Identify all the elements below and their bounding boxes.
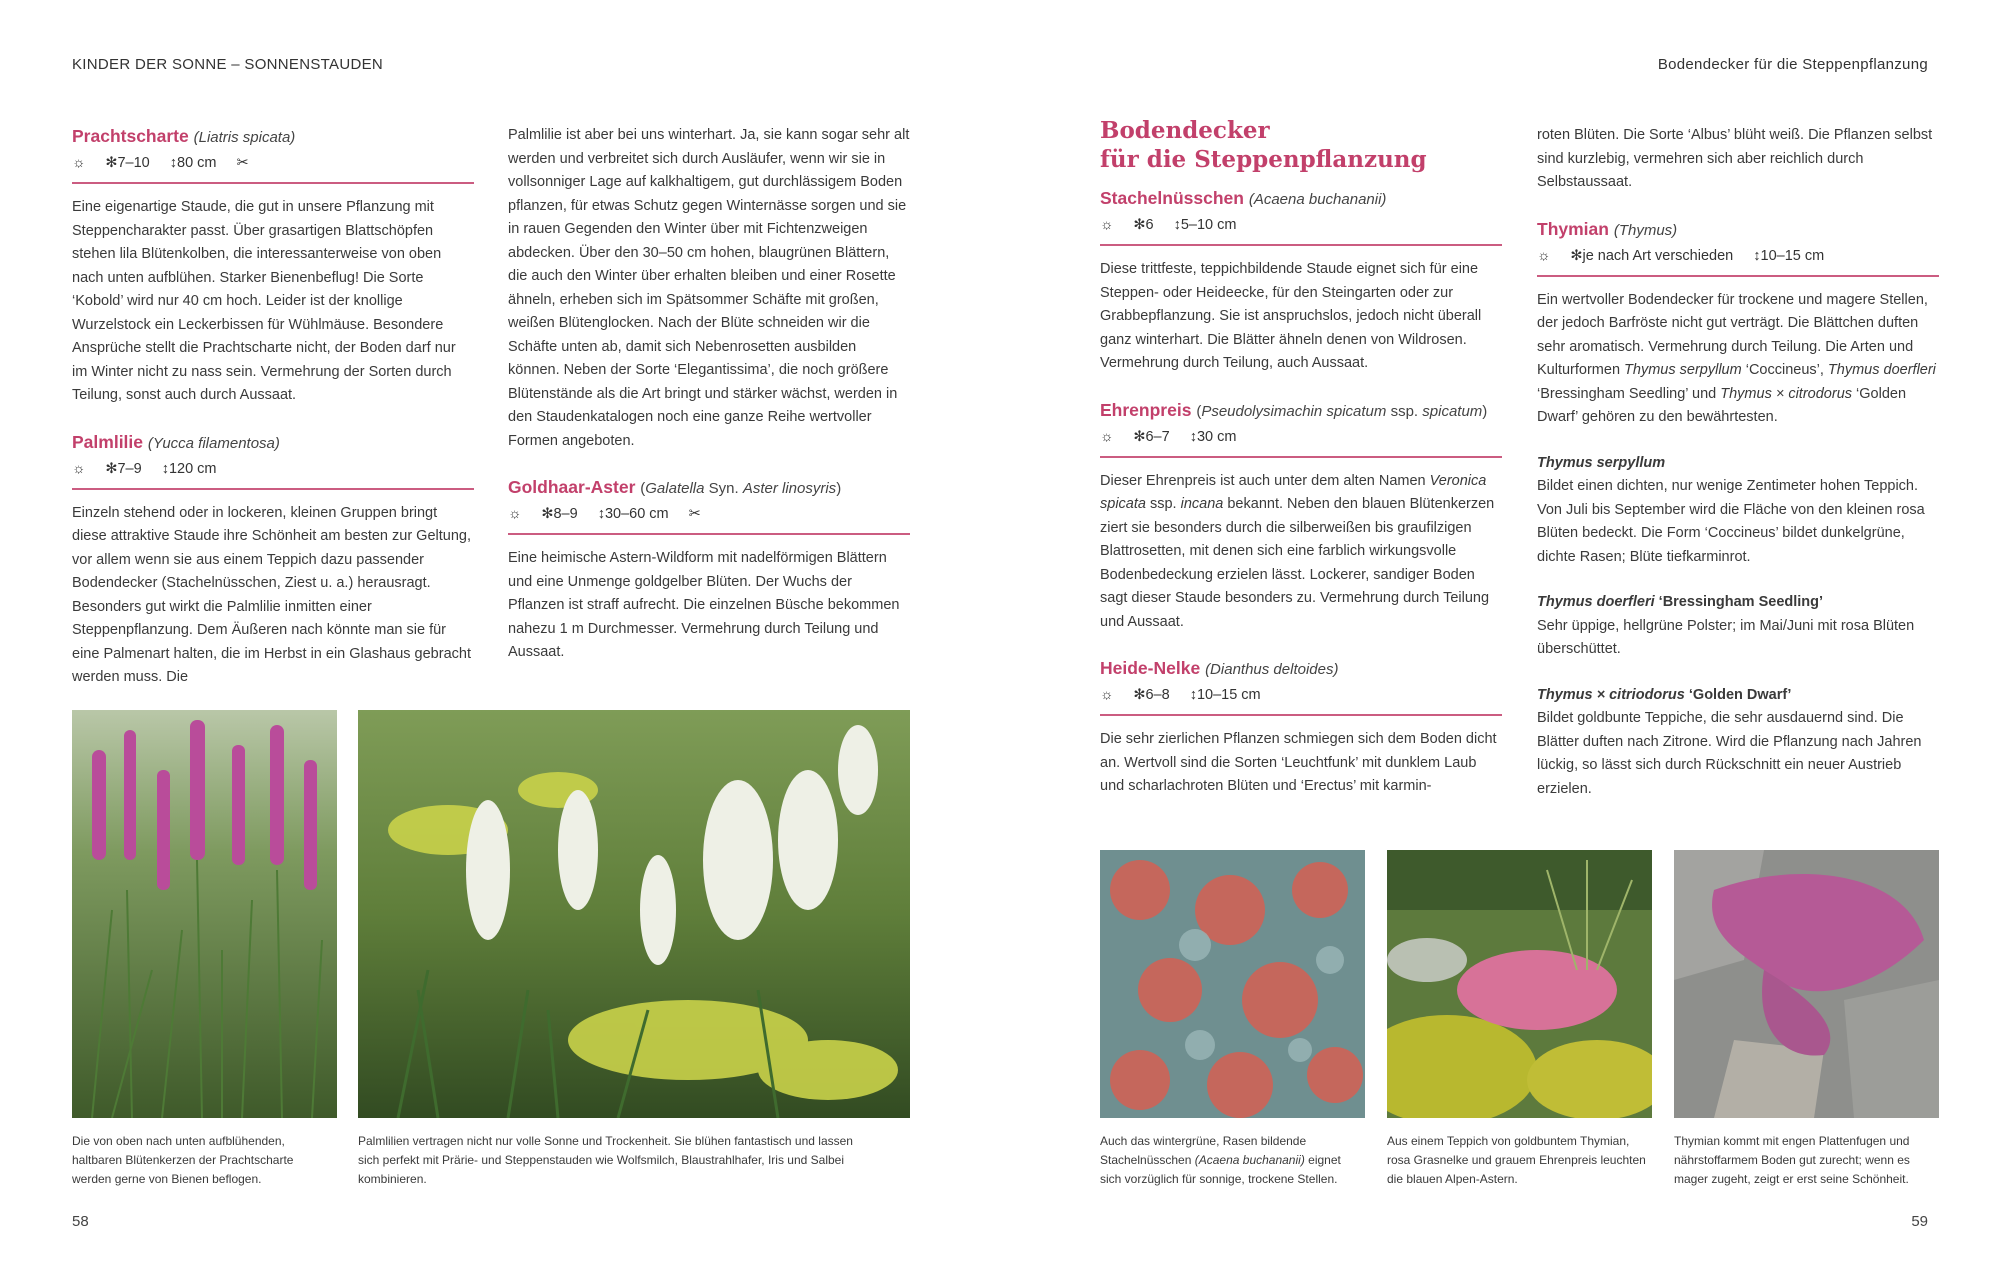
sun-icon: ☼ [1100, 217, 1114, 233]
divider [72, 182, 474, 184]
heide-nelke-text: Die sehr zierlichen Pflanzen schmiegen sich dem Boden dicht an. Wertvoll sind die Sorten ‘Leuchtfunk’ mit dunklem Laub und scharlachroten Blüten und ‘Erectus’ mit karmin- [1100, 731, 1497, 794]
sun-icon: ☼ [508, 506, 522, 522]
thymian-stats [1537, 245, 1939, 267]
palmlilie-text-continued: Palmlilie ist aber bei uns winterhart. Ja, sie kann sogar sehr alt werden und verbreitet sich durch Ausläufer, wenn wir sie in vollsonniger Lage auf kalkhaltigem, gut durchlässigem Boden pflanzen, für etwas Schutz gegen Winternässe sorgen und sie in rauen Gegenden den Winter über mit Fichtenzweigen abdecken. Über den 30–50 cm hohen, blaugrünen Blättern, die auch den Winter über erhalten bleiben und einer Rosette ähneln, erheben sich im Spätsommer Schäfte mit großen, weißen Blütenglocken. Nach der Blüte schneiden wir die Schäfte unten ab, damit sich Nebenrosetten ausbilden können. Neben der Sorte ‘Elegantissima’, die noch größere Blütenstände als die Art bringt und stärker wächst, werden in den Staudenkatalogen noch eine ganze Reihe wertvoller Formen angeboten. [508, 127, 910, 449]
heide-nelke-title: Heide-Nelke (Dianthus deltoides) [1100, 658, 1339, 678]
left-running-head: KINDER DER SONNE – SONNENSTAUDEN [72, 56, 384, 73]
heide-nelke-stats [1100, 684, 1502, 706]
height-value: ↕5–10 cm [1173, 217, 1237, 233]
divider [508, 533, 910, 535]
caption-liatris: Die von oben nach unten aufblühenden, haltbaren Blütenkerzen der Prachtscharte werden gerne von Bienen beflogen. [72, 1134, 294, 1186]
height-value: ↕120 cm [161, 460, 217, 477]
liatris-photo [72, 710, 337, 1118]
citriodorus-text: Bildet goldbunte Teppiche, die sehr ausdauernd sind. Die Blätter duften nach Zitrone. Wird die Pflanzung nach Jahren lückig, so lässt sich durch Rückschnitt ein neuer Austrieb erzielen. [1537, 710, 1922, 797]
prachtscharte-text: Eine eigenartige Staude, die gut in unsere Pflanzung mit Steppencharakter passt. Über grasartigen Blattschöpfen stehen lila Blütenkolben, die interessanterweise von oben nach unten aufblühen. Starker Bienenbeflug! Die Sorte ‘Kobold’ wird nur 40 cm hoch. Leider ist der knollige Wurzelstock ein Leckerbissen für Wühlmäuse. Besondere Ansprüche stellt die Prachtscharte nicht, der Boden darf nur im Winter nicht zu nass sein. Vermehrung der Sorten durch Teilung, sonst auch durch Aussaat. [72, 199, 456, 403]
page-number-left: 58 [72, 1213, 89, 1230]
palmlilie-stats [72, 458, 474, 480]
hardiness-value: ✻6–7 [1133, 428, 1170, 445]
hardiness-value: ✻7–9 [105, 460, 142, 477]
left-column-1 [72, 124, 474, 690]
prachtscharte-stats [72, 152, 474, 174]
section-title: Bodendecker für die Steppenpflanzung [1100, 117, 1427, 173]
sun-icon: ☼ [1100, 428, 1114, 445]
height-value: ↕10–15 cm [1189, 687, 1261, 703]
ehrenpreis-text: Dieser Ehrenpreis ist auch unter dem alten Namen Veronica spicata ssp. incana bekannt. Neben den blauen Blütenkerzen ziert sie besonders durch die silberweißen bis graufilzigen Blattrosetten, mit denen sich eine farblich wirkungsvolle Bodenbedeckung erzielen lässt. Lockerer, sandiger Boden sagt dieser Staude besonders zu. Vermehrung durch Teilung und Aussaat. [1100, 472, 1495, 630]
right-column-1 [1100, 116, 1502, 799]
height-value: ↕80 cm [169, 155, 217, 171]
hardiness-value: ✻8–9 [541, 506, 578, 522]
caption-yucca: Palmlilien vertragen nicht nur volle Sonne und Trockenheit. Sie blühen fantastisch und lassen sich perfekt mit Prärie- und Steppenstauden wie Wolfsmilch, Blaustrahlhafer, Iris und Salbei kombinieren. [358, 1134, 853, 1186]
yucca-photo [358, 710, 910, 1118]
doerfleri-text: Sehr üppige, hellgrüne Polster; im Mai/Juni mit rosa Blüten überschüttet. [1537, 617, 1915, 657]
right-column-2 [1537, 124, 1939, 801]
caption-acaena: Auch das wintergrüne, Rasen bildende Stachelnüsschen (Acaena buchananii) eignet sich vorzüglich für sonnige, trockene Stellen. [1100, 1134, 1341, 1186]
left-column-2 [508, 124, 910, 665]
right-running-head: Bodendecker für die Steppenpflanzung [1657, 56, 1928, 73]
sun-icon: ☼ [72, 460, 86, 477]
divider [1100, 244, 1502, 246]
goldhaar-aster-stats [508, 503, 910, 525]
hardiness-value: ✻je nach Art verschieden [1570, 247, 1734, 264]
citriodorus-heading: Thymus × citriodorus ‘Golden Dwarf’ [1537, 686, 1792, 703]
sun-icon: ☼ [72, 155, 86, 171]
goldhaar-aster-title: Goldhaar-Aster (Galatella Syn. Aster linosyris) [508, 477, 842, 497]
thymian-teppich-photo [1387, 850, 1652, 1118]
height-value: ↕30 cm [1189, 428, 1237, 445]
acaena-photo [1100, 850, 1365, 1118]
divider [1100, 714, 1502, 716]
thymian-fugen-photo [1674, 850, 1939, 1118]
divider [1100, 456, 1502, 458]
stachelnuesschen-title: Stachelnüsschen (Acaena buchananii) [1100, 188, 1387, 208]
serpyllum-heading: Thymus serpyllum [1537, 454, 1666, 471]
palmlilie-title: Palmlilie (Yucca filamentosa) [72, 431, 280, 452]
divider [1537, 275, 1939, 277]
hardiness-value: ✻7–10 [105, 155, 150, 171]
sun-icon: ☼ [1100, 687, 1114, 703]
divider [72, 488, 474, 490]
stachelnuesschen-text: Diese trittfeste, teppichbildende Staude eignet sich für eine Steppen- oder Heideecke, für den Steingarten oder zur Grabbepflanzung. Sie ist anspruchslos, jedoch nicht überall ganz winterhart. Die Blätter ähneln denen von Wildrosen. Vermehrung durch Teilung, auch Aussaat. [1100, 261, 1482, 371]
serpyllum-text: Bildet einen dichten, nur wenige Zentimeter hohen Teppich. Von Juli bis September wird die Fläche von den kleinen rosa Blüten bedeckt. Die Form ‘Coccineus’ bildet dunkelgrüne, dichte Rasen; Blüte tiefkarminrot. [1537, 478, 1925, 565]
scissors-icon: ✂ [236, 155, 249, 171]
goldhaar-aster-text: Eine heimische Astern-Wildform mit nadelförmigen Blättern und eine Unmenge goldgelber Blüten. Der Wuchs der Pflanzen ist straff aufrecht. Die einzelnen Büsche bekommen nahezu 1 m Durchmesser. Vermehrung durch Teilung und Aussaat. [508, 550, 900, 660]
scissors-icon: ✂ [688, 506, 701, 522]
sun-icon: ☼ [1537, 247, 1551, 264]
page-number-right: 59 [1911, 1213, 1928, 1230]
height-value: ↕30–60 cm [597, 506, 669, 522]
ehrenpreis-title: Ehrenpreis (Pseudolysimachin spicatum ssp. spicatum) [1100, 399, 1488, 420]
caption-thymian-teppich: Aus einem Teppich von goldbuntem Thymian, rosa Grasnelke und grauem Ehrenpreis leuchten die blauen Alpen-Astern. [1387, 1134, 1646, 1186]
thymian-text: Ein wertvoller Bodendecker für trockene und magere Stellen, der jedoch Barfröste nicht gut verträgt. Die Blättchen duften sehr aromatisch. Vermehrung durch Teilung. Die Arten und Kulturformen Thymus serpyllum ‘Coccineus’, Thymus doerfleri ‘Bressingham Seedling’ und Thymus × citrodorus ‘Golden Dwarf’ gehören zu den bewährtesten. [1537, 291, 1936, 425]
stachelnuesschen-stats [1100, 214, 1502, 236]
hardiness-value: ✻6 [1133, 217, 1154, 233]
thymian-title: Thymian (Thymus) [1537, 218, 1678, 239]
height-value: ↕10–15 cm [1753, 247, 1825, 264]
hardiness-value: ✻6–8 [1133, 687, 1170, 703]
ehrenpreis-stats [1100, 426, 1502, 448]
caption-thymian-fugen: Thymian kommt mit engen Plattenfugen und nährstoffarmem Boden gut zurecht; wenn es mager zugeht, zeigt er erst seine Schönheit. [1674, 1134, 1910, 1186]
doerfleri-heading: Thymus doerfleri ‘Bressingham Seedling’ [1537, 594, 1824, 610]
heide-nelke-text-continued: roten Blüten. Die Sorte ‘Albus’ blüht weiß. Die Pflanzen selbst sind kurzlebig, vermehren sich aber reichlich durch Selbstaussaat. [1537, 127, 1933, 190]
prachtscharte-title: Prachtscharte (Liatris spicata) [72, 126, 296, 146]
palmlilie-text: Einzeln stehend oder in lockeren, kleinen Gruppen bringt diese attraktive Staude ihre Schönheit am besten zur Geltung, vor allem wenn sie aus einem Teppich dazu passender Bodendecker (Stachelnüsschen, Ziest u. a.) herausragt. Besonders gut wirkt die Palmlilie inmitten einer Steppenpflanzung. Dem Äußeren nach könnte man sie für eine Palmenart halten, die im Herbst in ein Glashaus gebracht werden muss. Die [72, 504, 471, 685]
